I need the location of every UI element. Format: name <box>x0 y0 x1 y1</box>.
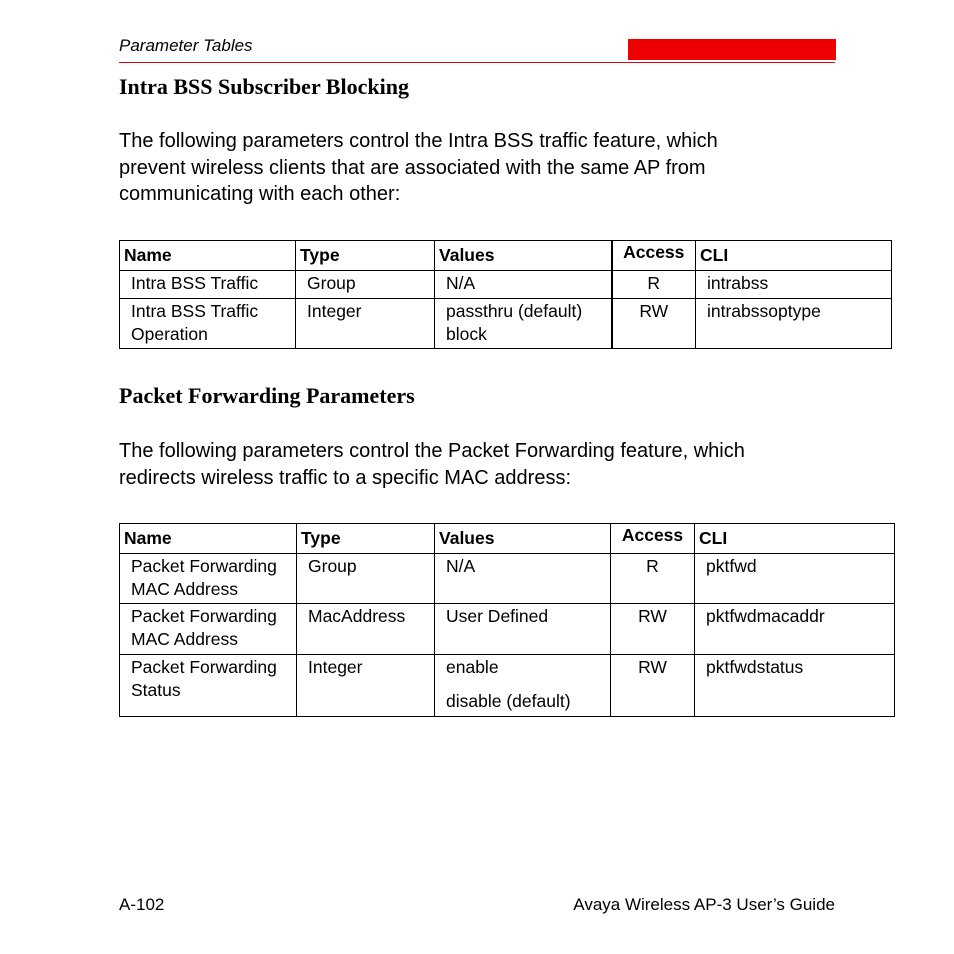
cell-values: User Defined <box>435 604 611 655</box>
column-header-cli: CLI <box>696 241 892 271</box>
cell-type: Group <box>297 554 435 604</box>
table-header-row <box>120 524 895 554</box>
cell-cli: pktfwdmacaddr <box>695 604 895 655</box>
paragraph-line: The following parameters control the Packet Forwarding feature, which <box>119 440 745 462</box>
guide-title: Avaya Wireless AP-3 User’s Guide <box>573 895 835 914</box>
cell-access: RW <box>611 604 695 655</box>
column-header-access: Access <box>612 241 696 271</box>
cell-cli: intrabssoptype <box>696 299 892 349</box>
cell-name: Intra BSS Traffic Operation <box>120 299 296 349</box>
column-header-name: Name <box>120 524 297 554</box>
cell-cli: pktfwdstatus <box>695 655 895 717</box>
cell-access: RW <box>612 299 696 349</box>
cell-cli: intrabss <box>696 271 892 299</box>
paragraph-line: redirects wireless traffic to a specific MAC address: <box>119 466 572 489</box>
section-heading-packet-forwarding: Packet Forwarding Parameters <box>119 383 415 408</box>
table-row <box>120 655 895 717</box>
cell-name: Packet Forwarding Status <box>120 655 297 717</box>
packet-forwarding-parameter-table <box>119 523 895 717</box>
cell-type: Integer <box>297 655 435 717</box>
cell-type: Integer <box>296 299 435 349</box>
running-header-title: Parameter Tables <box>119 36 253 55</box>
cell-values: enable disable (default) <box>435 655 611 717</box>
column-header-access: Access <box>611 524 695 554</box>
column-header-type: Type <box>297 524 435 554</box>
table-row <box>120 271 892 299</box>
cell-type: Group <box>296 271 435 299</box>
cell-name: Packet Forwarding MAC Address <box>120 604 297 655</box>
cell-values: N/A <box>435 554 611 604</box>
cell-access: R <box>612 271 696 299</box>
cell-values: N/A <box>435 271 612 299</box>
table-row <box>120 554 895 604</box>
table-row <box>120 299 892 349</box>
paragraph-line: The following parameters control the Intra BSS traffic feature, which <box>119 130 718 152</box>
column-header-values: Values <box>435 241 612 271</box>
table-row <box>120 604 895 655</box>
section-paragraph-packet-forwarding <box>119 438 839 491</box>
cell-access: RW <box>611 655 695 717</box>
paragraph-line: prevent wireless clients that are associated with the same AP from <box>119 156 706 179</box>
column-header-values: Values <box>435 524 611 554</box>
cell-name: Intra BSS Traffic <box>120 271 296 299</box>
header-accent-bar <box>628 39 836 60</box>
intra-bss-parameter-table <box>119 240 892 349</box>
table-header-row <box>120 241 892 271</box>
cell-name: Packet Forwarding MAC Address <box>120 554 297 604</box>
section-paragraph-intra-bss <box>119 128 839 208</box>
column-header-name: Name <box>120 241 296 271</box>
paragraph-line: communicating with each other: <box>119 183 401 205</box>
column-header-type: Type <box>296 241 435 271</box>
cell-type: MacAddress <box>297 604 435 655</box>
header-rule <box>119 62 835 63</box>
column-header-cli: CLI <box>695 524 895 554</box>
cell-values: passthru (default) block <box>435 299 612 349</box>
cell-cli: pktfwd <box>695 554 895 604</box>
cell-access: R <box>611 554 695 604</box>
section-heading-intra-bss: Intra BSS Subscriber Blocking <box>119 74 409 99</box>
page-number: A-102 <box>119 895 165 914</box>
